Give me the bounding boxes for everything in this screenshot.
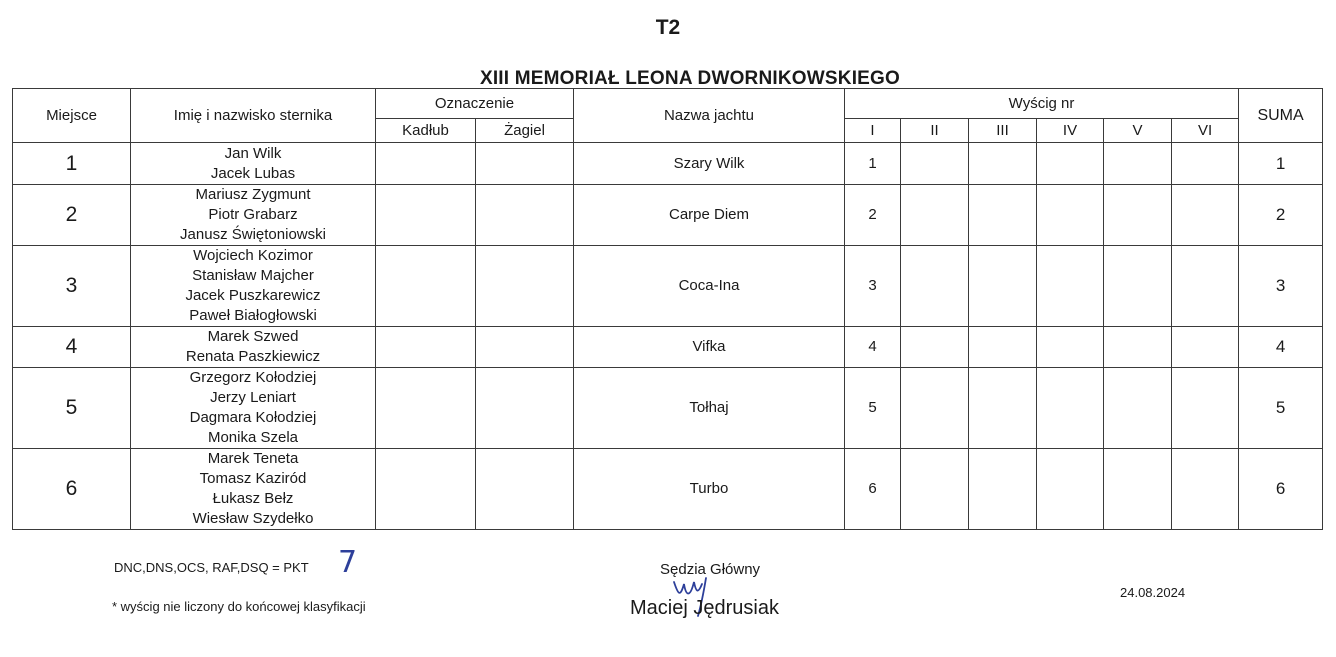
race-3-cell: [969, 449, 1037, 530]
race-1-cell: 6: [845, 449, 901, 530]
hull-cell: [376, 327, 476, 368]
race-2-cell: [901, 143, 969, 185]
crew-member: Monika Szela: [207, 429, 299, 446]
sum-cell: 4: [1239, 327, 1323, 368]
race-2-cell: [901, 246, 969, 327]
place-cell: 6: [13, 449, 131, 530]
crew-member: Stanisław Majcher: [192, 267, 314, 284]
place-cell: 3: [13, 246, 131, 327]
yacht-cell: Vifka: [574, 327, 845, 368]
table-row: [13, 327, 1323, 368]
race-4-cell: [1037, 449, 1104, 530]
crew-member: Janusz Świętoniowski: [180, 226, 326, 243]
race-6-cell: [1172, 368, 1239, 449]
race-1-cell: 5: [845, 368, 901, 449]
race-1-cell: 4: [845, 327, 901, 368]
race-3-cell: [969, 246, 1037, 327]
crew-member: Jacek Puszkarewicz: [185, 287, 321, 304]
document-code: T2: [655, 16, 681, 39]
sum-cell: 1: [1239, 143, 1323, 185]
table-row: [13, 185, 1323, 246]
header-sail: Żagiel: [476, 119, 574, 143]
sail-cell: [476, 327, 574, 368]
crew-cell: [131, 368, 376, 449]
race-5-cell: [1104, 368, 1172, 449]
place-cell: 4: [13, 327, 131, 368]
yacht-cell: Turbo: [574, 449, 845, 530]
crew-member: Jacek Lubas: [210, 164, 296, 182]
race-1-cell: 2: [845, 185, 901, 246]
place-cell: 1: [13, 143, 131, 185]
crew-cell: [131, 327, 376, 368]
race-4-cell: [1037, 185, 1104, 246]
race-4-cell: [1037, 143, 1104, 185]
header-hull: Kadłub: [376, 119, 476, 143]
crew-member: Jan Wilk: [224, 144, 282, 162]
judge-label: Sędzia Główny: [660, 561, 761, 578]
crew-member: Paweł Białogłowski: [189, 307, 317, 324]
hull-cell: [376, 185, 476, 246]
document-date: 24.08.2024: [1120, 585, 1186, 600]
header-helm: Imię i nazwisko sternika: [131, 89, 376, 143]
header-yacht: Nazwa jachtu: [574, 89, 845, 143]
header-place: Miejsce: [13, 89, 131, 143]
header-race: Wyścig nr: [845, 89, 1239, 119]
race-1-cell: 1: [845, 143, 901, 185]
crew-cell: [131, 246, 376, 327]
race-3-cell: [969, 143, 1037, 185]
penalty-note: DNC,DNS,OCS, RAF,DSQ = PKT: [114, 560, 309, 575]
place-cell: 5: [13, 368, 131, 449]
race-6-cell: [1172, 327, 1239, 368]
race-2-cell: [901, 449, 969, 530]
yacht-cell: Carpe Diem: [574, 185, 845, 246]
header-race-1: I: [845, 119, 901, 143]
sail-cell: [476, 449, 574, 530]
race-6-cell: [1172, 185, 1239, 246]
race-1-cell: 3: [845, 246, 901, 327]
sail-cell: [476, 185, 574, 246]
crew-member: Mariusz Zygmunt: [195, 186, 311, 203]
place-cell: 2: [13, 185, 131, 246]
document-title: XIII MEMORIAŁ LEONA DWORNIKOWSKIEGO: [479, 68, 901, 89]
race-5-cell: [1104, 246, 1172, 327]
race-5-cell: [1104, 143, 1172, 185]
crew-member: Marek Szwed: [207, 328, 299, 345]
header-race-3: III: [969, 119, 1037, 143]
race-6-cell: [1172, 246, 1239, 327]
table-row: [13, 143, 1323, 185]
sum-cell: 5: [1239, 368, 1323, 449]
crew-member: Jerzy Leniart: [210, 389, 296, 406]
race-3-cell: [969, 327, 1037, 368]
header-race-6: VI: [1172, 119, 1239, 143]
race-3-cell: [969, 368, 1037, 449]
crew-member: Dagmara Kołodziej: [189, 409, 317, 426]
crew-cell: [131, 449, 376, 530]
race-5-cell: [1104, 185, 1172, 246]
crew-member: Renata Paszkiewicz: [185, 348, 321, 365]
sail-cell: [476, 246, 574, 327]
sum-cell: 2: [1239, 185, 1323, 246]
crew-member: Piotr Grabarz: [208, 206, 298, 223]
race-4-cell: [1037, 327, 1104, 368]
header-designation: Oznaczenie: [376, 89, 574, 119]
crew-member: Wiesław Szydełko: [192, 510, 314, 527]
results-table: [12, 88, 1323, 530]
sum-cell: 3: [1239, 246, 1323, 327]
table-row: [13, 449, 1323, 530]
sail-cell: [476, 143, 574, 185]
crew-cell: [131, 185, 376, 246]
race-6-cell: [1172, 449, 1239, 530]
crew-member: Tomasz Kaziród: [199, 470, 307, 487]
race-4-cell: [1037, 368, 1104, 449]
table-row: [13, 246, 1323, 327]
crew-member: Marek Teneta: [207, 450, 299, 467]
race-2-cell: [901, 327, 969, 368]
penalty-value-handwritten: 7: [338, 545, 358, 580]
race-2-cell: [901, 185, 969, 246]
yacht-cell: Tołhaj: [574, 368, 845, 449]
footnote: * wyścig nie liczony do końcowej klasyfikacji: [112, 599, 366, 614]
race-4-cell: [1037, 246, 1104, 327]
race-2-cell: [901, 368, 969, 449]
hull-cell: [376, 368, 476, 449]
hull-cell: [376, 449, 476, 530]
header-sum: SUMA: [1239, 89, 1323, 143]
race-5-cell: [1104, 327, 1172, 368]
race-5-cell: [1104, 449, 1172, 530]
crew-member: Łukasz Bełz: [212, 490, 294, 507]
yacht-cell: Coca-Ina: [574, 246, 845, 327]
sum-cell: 6: [1239, 449, 1323, 530]
header-race-4: IV: [1037, 119, 1104, 143]
table-row: [13, 368, 1323, 449]
sail-cell: [476, 368, 574, 449]
race-6-cell: [1172, 143, 1239, 185]
yacht-cell: Szary Wilk: [574, 143, 845, 185]
race-3-cell: [969, 185, 1037, 246]
crew-cell: [131, 143, 376, 185]
header-race-5: V: [1104, 119, 1172, 143]
hull-cell: [376, 246, 476, 327]
crew-member: Wojciech Kozimor: [193, 247, 313, 264]
judge-name: Maciej Jędrusiak: [630, 597, 779, 619]
hull-cell: [376, 143, 476, 185]
header-race-2: II: [901, 119, 969, 143]
crew-member: Grzegorz Kołodziej: [189, 369, 317, 386]
